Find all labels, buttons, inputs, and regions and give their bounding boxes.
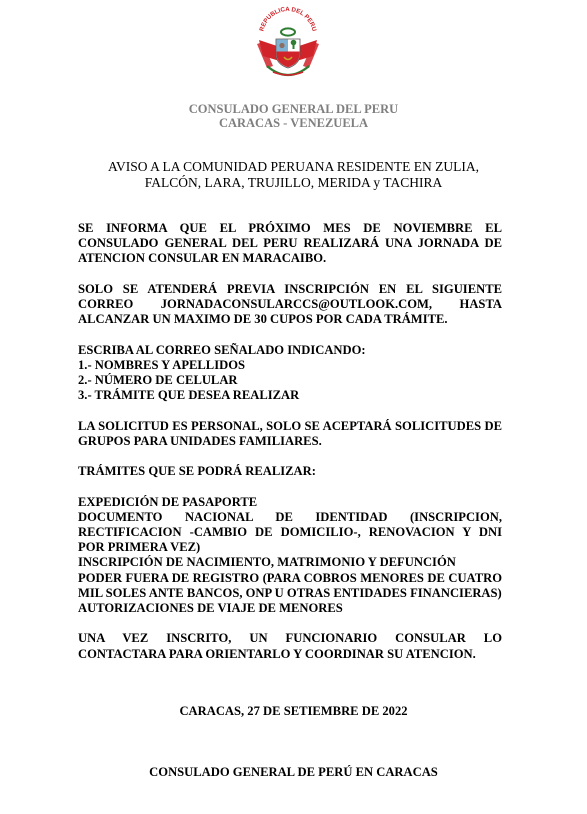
peru-coat-of-arms	[253, 6, 323, 82]
notice-title	[0, 159, 587, 191]
svg-text:REPUBLICA DEL PERU: REPUBLICA DEL PERU	[258, 6, 318, 33]
instruction-item: 3.- TRÁMITE QUE DESEA REALIZAR	[78, 388, 300, 403]
paragraph-personal-request: LA SOLICITUD ES PERSONAL, SOLO SE ACEPTARÁ SOLICITUDES DE GRUPOS PARA UNIDADES FAMILIARES.	[78, 418, 502, 448]
procedure-item: DOCUMENTO NACIONAL DE IDENTIDAD (INSCRIPCION, RECTIFICACION -CAMBIO DE DOMICILIO-, RENOVACION Y DNI POR PRIMERA VEZ)	[78, 509, 502, 555]
org-line-2: CARACAS - VENEZUELA	[218, 116, 369, 130]
issue-date: CARACAS, 27 DE SETIEMBRE DE 2022	[179, 704, 408, 718]
procedure-item: AUTORIZACIONES DE VIAJE DE MENORES	[78, 601, 343, 615]
notice-title-line-1: AVISO A LA COMUNIDAD PERUANA RESIDENTE EN ZULIA,	[107, 159, 479, 174]
procedure-item: PODER FUERA DE REGISTRO (PARA COBROS MENORES DE CUATRO MIL SOLES ANTE BANCOS, ONP U OTRAS ENTIDADES FINANCIERAS)	[78, 570, 502, 600]
signature-line: CONSULADO GENERAL DE PERÚ EN CARACAS	[149, 765, 438, 779]
paragraph-contact: UNA VEZ INSCRITO, UN FUNCIONARIO CONSULAR LO CONTACTARA PARA ORIENTARLO Y COORDINAR SU ATENCION.	[78, 631, 502, 661]
notice-body	[78, 221, 502, 662]
procedures-heading: TRÁMITES QUE SE PODRÁ REALIZAR:	[78, 464, 316, 479]
org-line-1: CONSULADO GENERAL DEL PERU	[188, 102, 399, 116]
notice-title-line-2: FALCÓN, LARA, TRUJILLO, MERIDA y TACHIRA	[144, 175, 443, 190]
paragraph-announcement: SE INFORMA QUE EL PRÓXIMO MES DE NOVIEMBRE EL CONSULADO GENERAL DEL PERU REALIZARÁ UNA JORNADA DE ATENCION CONSULAR EN MARACAIBO.	[78, 221, 502, 266]
paragraph-registration: SOLO SE ATENDERÁ PREVIA INSCRIPCIÓN EN EL SIGUIENTE CORREO JORNADACONSULARCCS@OUTLOOK.COM, HASTA ALCANZAR UN MAXIMO DE 30 CUPOS POR CADA TRÁMITE.	[78, 281, 502, 327]
consulate-header	[0, 102, 587, 130]
instruction-item: 1.- NOMBRES Y APELLIDOS	[78, 357, 246, 372]
instructions-heading: ESCRIBA AL CORREO SEÑALADO INDICANDO:	[78, 342, 366, 357]
procedure-item: INSCRIPCIÓN DE NACIMIENTO, MATRIMONIO Y DEFUNCIÓN	[78, 555, 456, 570]
procedure-item: EXPEDICIÓN DE PASAPORTE	[78, 494, 258, 509]
instruction-item: 2.- NÚMERO DE CELULAR	[78, 373, 238, 387]
